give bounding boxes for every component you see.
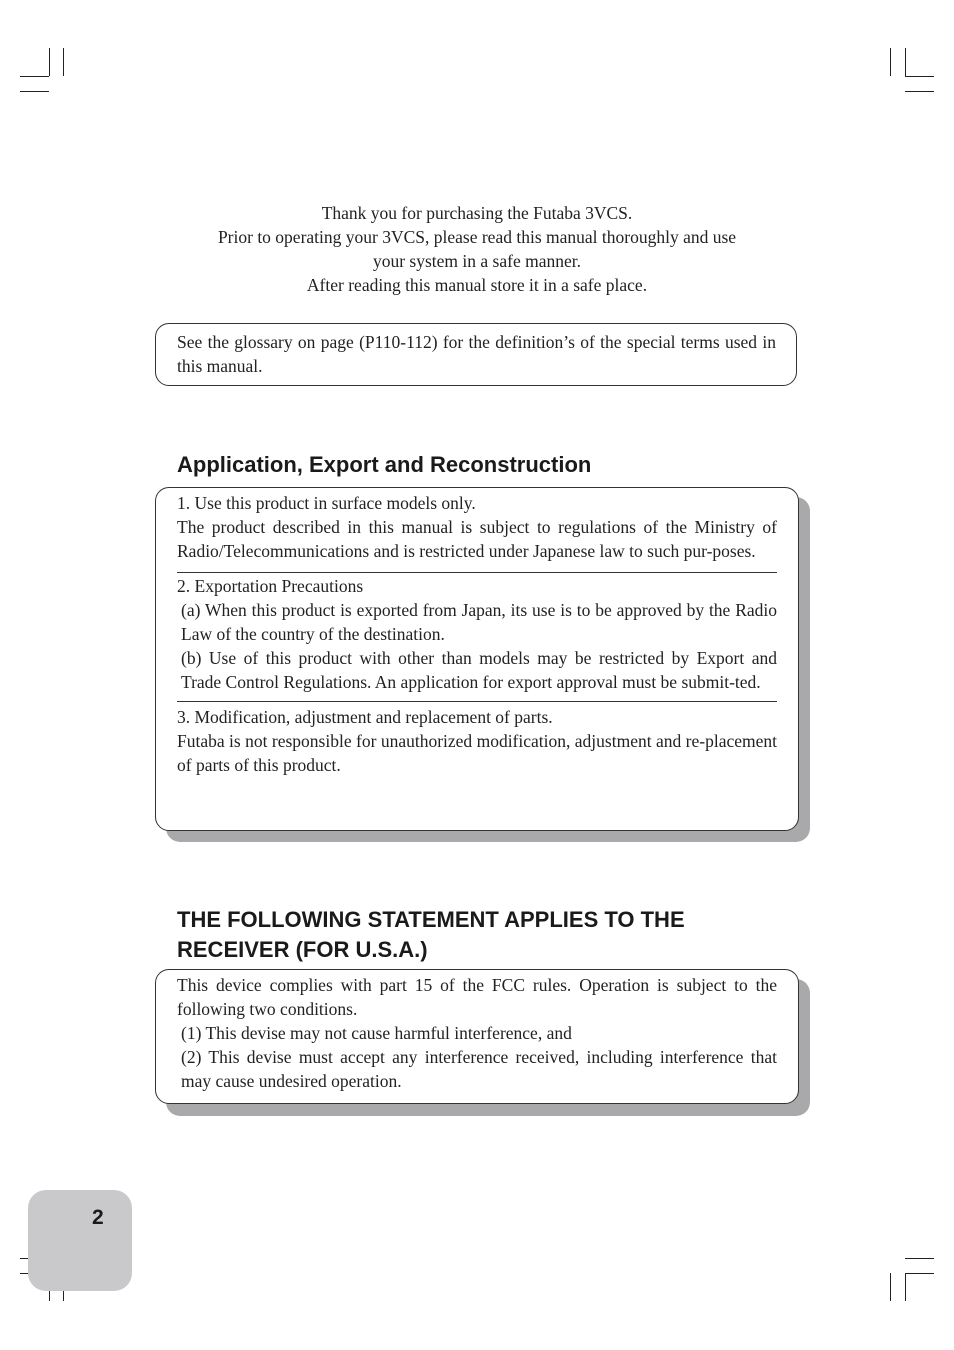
application-item-1: [177, 488, 777, 572]
item-body: (a) When this product is exported from Japan, its use is to be approved by the Radio Law of the country of the destination.: [181, 600, 777, 644]
item-body: Futaba is not responsible for unauthorized modification, adjustment and re-placement of parts of this product.: [177, 731, 777, 775]
application-item-3: [177, 702, 777, 777]
intro-line: your system in a safe manner.: [372, 251, 581, 271]
fcc-heading: [177, 905, 685, 965]
fcc-condition-1: (1) This devise may not cause harmful interference, and: [181, 1023, 572, 1043]
glossary-note-text: See the glossary on page (P110-112) for the definition’s of the special terms used in this manual.: [177, 332, 776, 376]
fcc-box: [155, 969, 799, 1104]
item-title: 3. Modification, adjustment and replacement of parts.: [177, 707, 553, 727]
intro-line: Prior to operating your 3VCS, please read this manual thoroughly and use: [217, 227, 737, 247]
item-body: The product described in this manual is subject to regulations of the Ministry of Radio/Telecommunications and is restricted under Japanese law to such pur-poses.: [177, 517, 777, 561]
item-title: 1. Use this product in surface models only.: [177, 493, 476, 513]
item-title: 2. Exportation Precautions: [177, 576, 364, 596]
page-number: 2: [92, 1206, 104, 1229]
application-box: [155, 487, 799, 831]
intro-text: [177, 201, 777, 297]
page-number-tab: [28, 1190, 132, 1291]
intro-line: Thank you for purchasing the Futaba 3VCS.: [321, 203, 633, 223]
glossary-note-box: [155, 323, 797, 386]
fcc-statement: [177, 970, 777, 1093]
application-item-2: [177, 573, 777, 701]
fcc-heading-line-1: THE FOLLOWING STATEMENT APPLIES TO THE: [177, 907, 685, 932]
fcc-heading-line-2: RECEIVER (FOR U.S.A.): [177, 937, 428, 962]
application-heading: Application, Export and Reconstruction: [177, 452, 592, 477]
intro-line: After reading this manual store it in a safe place.: [306, 275, 648, 295]
item-body: (b) Use of this product with other than models may be restricted by Export and Trade Control Regulations. An application for export approval must be submit-ted.: [181, 648, 777, 692]
fcc-intro: This device complies with part 15 of the FCC rules. Operation is subject to the following two conditions.: [177, 975, 777, 1019]
fcc-condition-2: (2) This devise must accept any interference received, including interference that may cause undesired operation.: [181, 1047, 777, 1091]
